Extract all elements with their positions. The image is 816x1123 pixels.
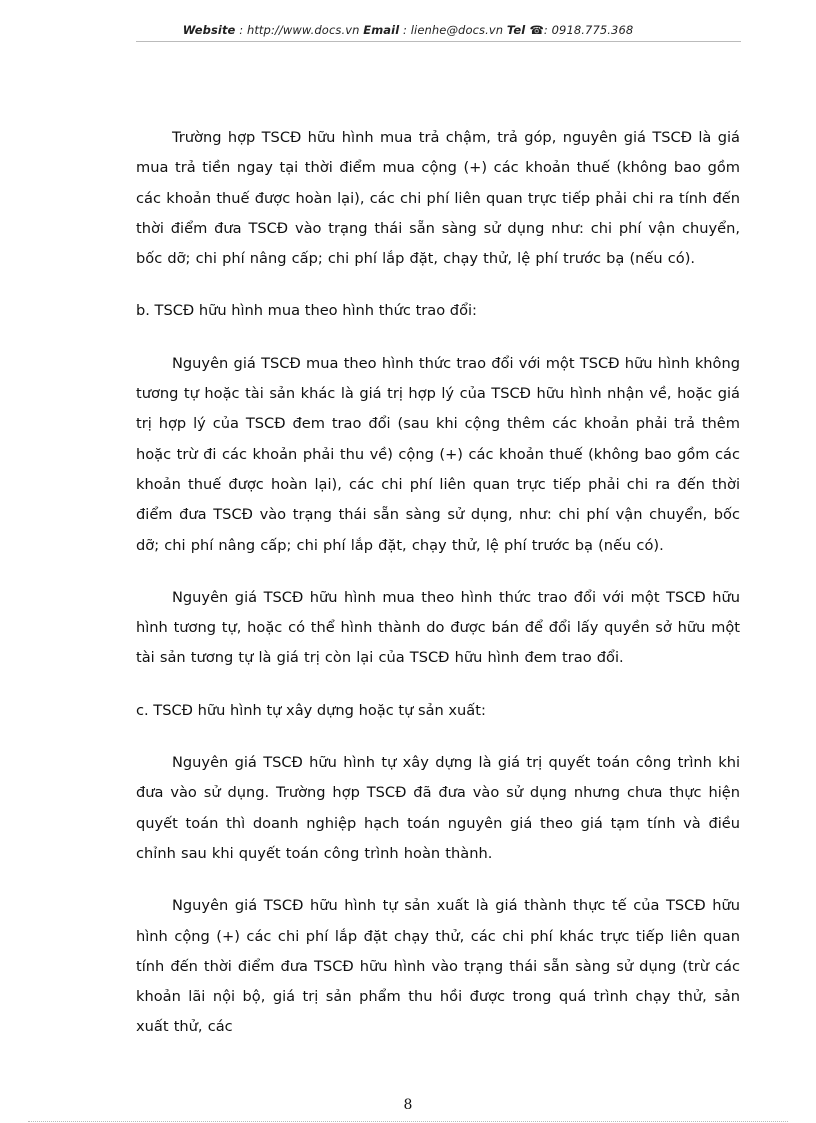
footer-divider xyxy=(28,1121,788,1122)
paragraph: Nguyên giá TSCĐ mua theo hình thức trao đổi với một TSCĐ hữu hình không tương tự hoặc tài sản khác là giá trị hợp lý của TSCĐ hữu hình nhận về, hoặc giá trị hợp lý của TSCĐ đem trao đổi (sau khi cộng thêm các khoản phải trả thêm hoặc trừ đi các khoản phải thu về) cộng (+) các khoản thuế (không bao gồm các khoản thuế được hoàn lại), các chi phí liên quan trực tiếp phải chi ra đến thời điểm đưa TSCĐ vào trạng thái sẵn sàng sử dụng, như: chi phí vận chuyển, bốc dỡ; chi phí nâng cấp; chi phí lắp đặt, chạy thử, lệ phí trước bạ (nếu có). xyxy=(136,354,740,554)
paragraph: Nguyên giá TSCĐ hữu hình tự sản xuất là giá thành thực tế của TSCĐ hữu hình cộng (+) các chi phí lắp đặt chạy thử, các chi phí khác trực tiếp liên quan tính đến thời điểm đưa TSCĐ hữu hình vào trạng thái sẵn sàng sử dụng (trừ các khoản lãi nội bộ, giá trị sản phẩm thu hồi được trong quá trình chạy thử, sản xuất thử, các xyxy=(136,897,740,1036)
tel-value: : 0918.775.368 xyxy=(543,23,634,37)
section-heading: b. TSCĐ hữu hình mua theo hình thức trao đổi: xyxy=(136,302,477,320)
header-divider xyxy=(136,41,741,42)
page-header xyxy=(0,23,816,37)
page-number: 8 xyxy=(403,1097,413,1113)
tel-label: Tel xyxy=(506,23,530,37)
phone-icon: ☎ xyxy=(529,23,544,37)
email-value: : lienhe@docs.vn xyxy=(399,23,507,37)
website-label: Website xyxy=(182,23,236,37)
section-heading: c. TSCĐ hữu hình tự xây dựng hoặc tự sản xuất: xyxy=(136,701,486,719)
email-label: Email xyxy=(363,23,400,37)
paragraph: Nguyên giá TSCĐ hữu hình mua theo hình thức trao đổi với một TSCĐ hữu hình tương tự, hoặc có thể hình thành do được bán để đổi lấy quyền sở hữu một tài sản tương tự là giá trị còn lại của TSCĐ hữu hình đem trao đổi. xyxy=(136,588,740,667)
paragraph: Trường hợp TSCĐ hữu hình mua trả chậm, trả góp, nguyên giá TSCĐ là giá mua trả tiền ngay tại thời điểm mua cộng (+) các khoản thuế (không bao gồm các khoản thuế được hoàn lại), các chi phí liên quan trực tiếp phải chi ra tính đến thời điểm đưa TSCĐ vào trạng thái sẵn sàng sử dụng như: chi phí vận chuyển, bốc dỡ; chi phí nâng cấp; chi phí lắp đặt, chạy thử, lệ phí trước bạ (nếu có). xyxy=(136,129,740,268)
website-value: : http://www.docs.vn xyxy=(235,23,364,37)
paragraph: Nguyên giá TSCĐ hữu hình tự xây dựng là giá trị quyết toán công trình khi đưa vào sử dụng. Trường hợp TSCĐ đã đưa vào sử dụng nhưng chưa thực hiện quyết toán thì doanh nghiệp hạch toán nguyên giá theo giá tạm tính và điều chỉnh sau khi quyết toán công trình hoàn thành. xyxy=(136,754,740,862)
document-body xyxy=(136,123,740,1043)
